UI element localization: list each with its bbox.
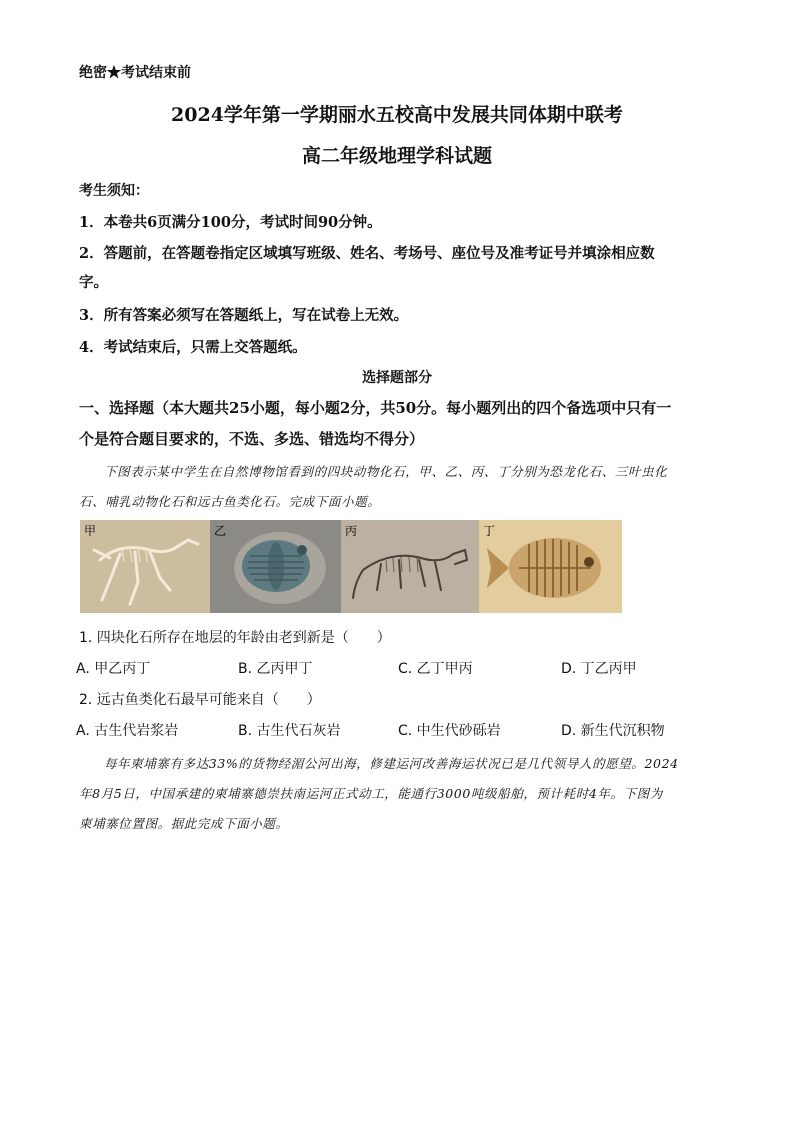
- question-option: C. 中生代砂砾岩: [398, 723, 501, 739]
- question-option: A. 甲乙丙丁: [76, 661, 151, 677]
- notice-item: 字。: [79, 274, 108, 291]
- fossil-fish: [479, 520, 622, 613]
- question-option: B. 古生代石灰岩: [238, 723, 341, 739]
- fossil-label: 丙: [345, 524, 358, 538]
- section-instructions: 一、选择题（本大题共25小题，每小题2分，共50分。每小题列出的四个备选项中只有一: [79, 399, 672, 417]
- passage-text: 下图表示某中学生在自然博物馆看到的四块动物化石，甲、乙、丙、丁分别为恐龙化石、三叶虫化: [104, 464, 668, 479]
- notice-item: 3．所有答案必须写在答题纸上，写在试卷上无效。: [79, 307, 409, 324]
- notice-item: 1．本卷共6页满分100分，考试时间90分钟。: [79, 214, 382, 231]
- passage-text: 石、哺乳动物化石和远古鱼类化石。完成下面小题。: [79, 494, 381, 509]
- fossil-label: 甲: [84, 524, 97, 538]
- exam-title: 2024学年第一学期丽水五校高中发展共同体期中联考: [171, 104, 623, 126]
- question-stem: 2. 远古鱼类化石最早可能来自（ ）: [79, 692, 321, 708]
- fossil-label: 丁: [483, 524, 496, 538]
- question-stem: 1. 四块化石所存在地层的年龄由老到新是（ ）: [79, 630, 391, 646]
- passage-text: 柬埔寨位置图。据此完成下面小题。: [79, 816, 289, 831]
- fossil-label: 乙: [214, 524, 227, 538]
- question-option: A. 古生代岩浆岩: [76, 723, 179, 739]
- fossil-dinosaur: [80, 520, 210, 613]
- exam-subtitle: 高二年级地理学科试题: [301, 145, 492, 167]
- passage-text: 年8月5日，中国承建的柬埔寨德崇扶南运河正式动工，能通行3000吨级船舶，预计耗时4年。下图为: [79, 786, 663, 801]
- notice-item: 2．答题前，在答题卷指定区域填写班级、姓名、考场号、座位号及准考证号并填涂相应数: [79, 245, 655, 262]
- passage-text: 每年柬埔寨有多达33%的货物经湄公河出海，修建运河改善海运状况已是几代领导人的愿望。2024: [104, 756, 679, 771]
- section-instructions: 个是符合题目要求的，不选、多选、错选均不得分）: [79, 430, 425, 448]
- secret-label: 绝密★考试结束前: [79, 65, 191, 81]
- fossil-mammal: [341, 520, 479, 613]
- fossil-figure: [80, 520, 622, 613]
- notice-heading: 考生须知：: [79, 183, 149, 199]
- question-option: C. 乙丁甲丙: [398, 661, 473, 677]
- question-option: D. 丁乙丙甲: [561, 661, 637, 677]
- notice-item: 4．考试结束后，只需上交答题纸。: [79, 339, 307, 356]
- section-heading: 选择题部分: [362, 370, 432, 386]
- question-option: B. 乙丙甲丁: [238, 661, 313, 677]
- fossil-trilobite: [210, 520, 341, 613]
- question-option: D. 新生代沉积物: [561, 723, 665, 739]
